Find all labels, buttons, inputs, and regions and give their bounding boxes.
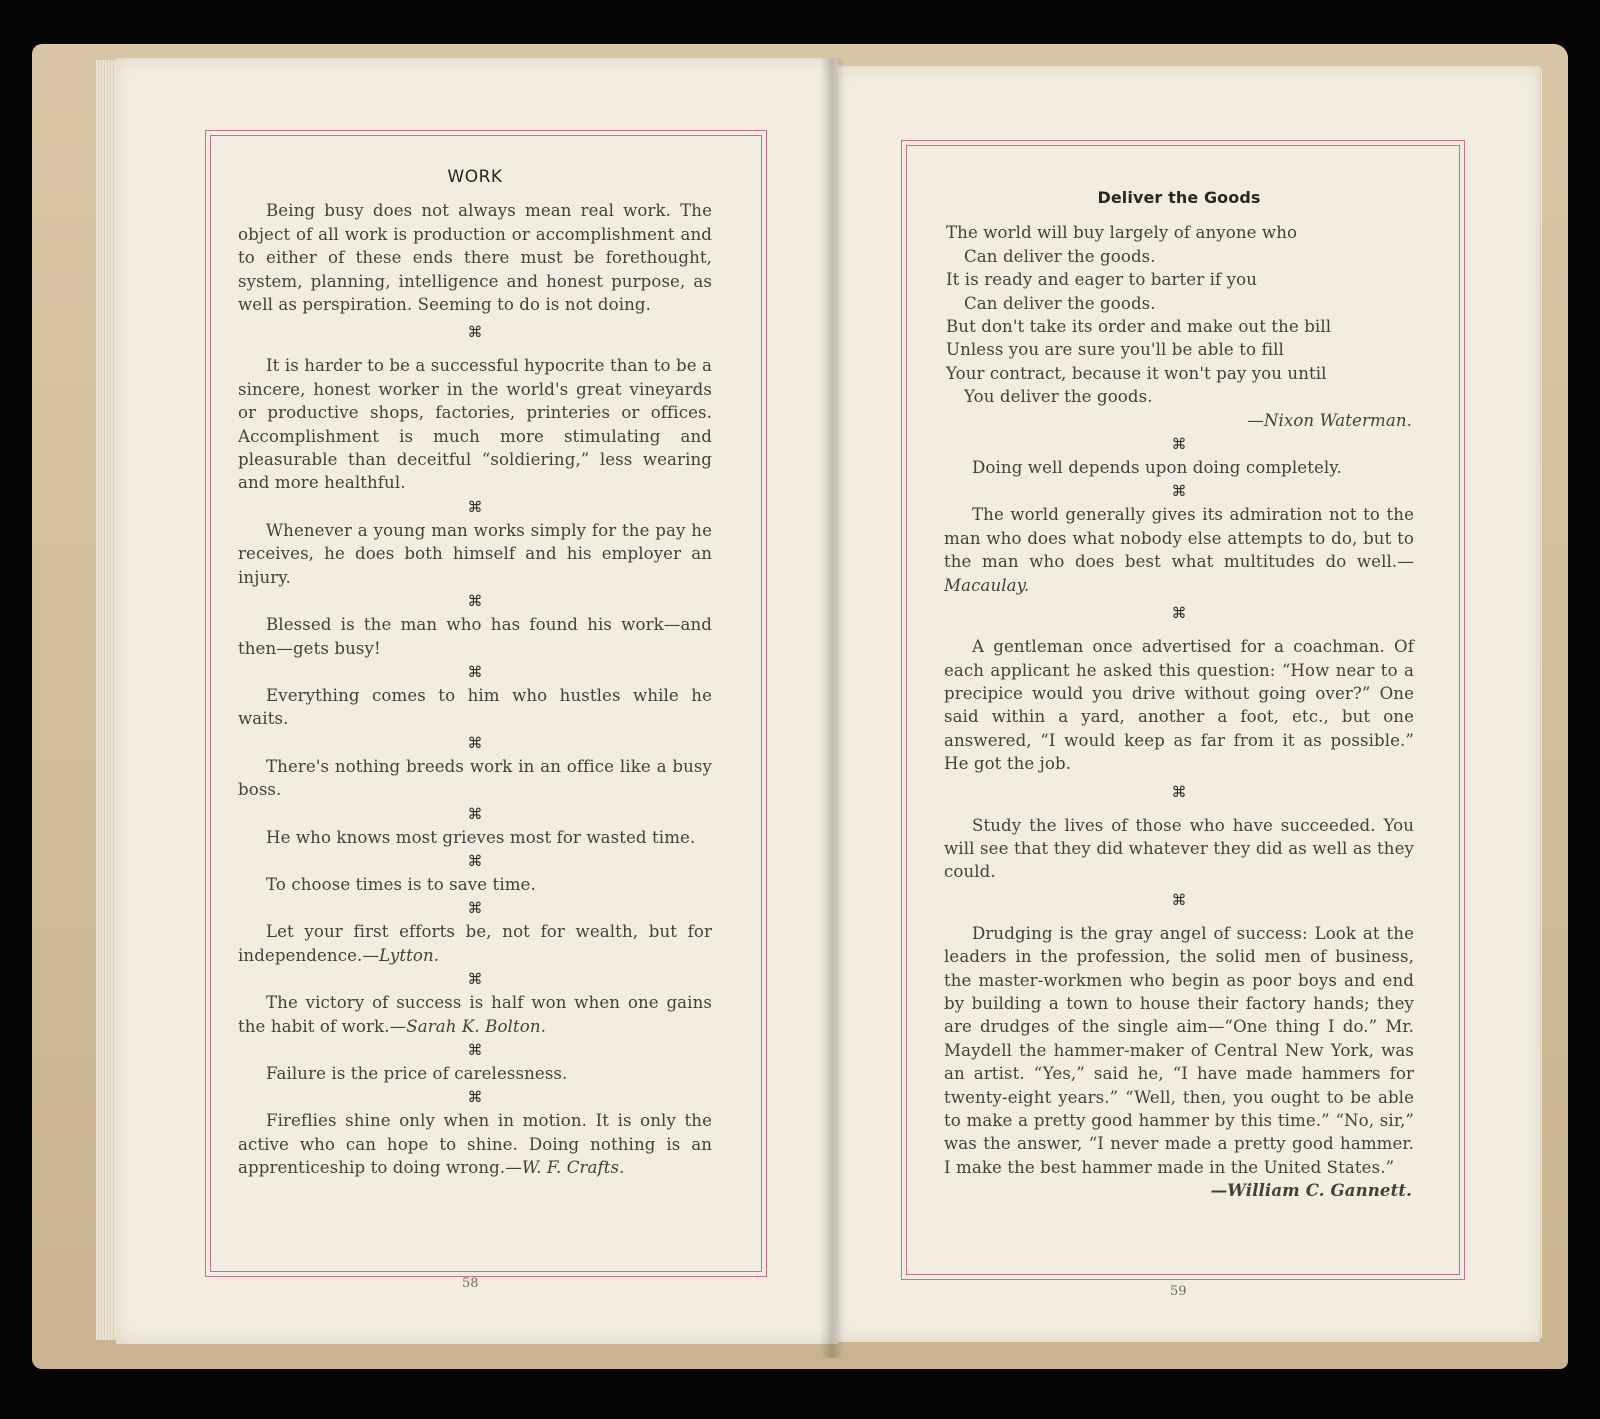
ornament-icon: ⌘: [467, 1088, 483, 1107]
ornament-icon: ⌘: [467, 592, 483, 611]
paragraph: Being busy does not always mean real work. The object of all work is production or accomplishment and to either of these ends there must be forethought, system, planning, intelligence and honest purpose, as well as perspiration. Seeming to do is not doing.: [238, 201, 712, 315]
paragraph: [238, 1109, 712, 1179]
poem-line: It is ready and eager to barter if you: [946, 270, 1258, 290]
spine-gutter: [820, 58, 844, 1358]
paragraph: Failure is the price of carelessness.: [266, 1063, 568, 1083]
ornament-icon: ⌘: [467, 851, 483, 870]
ornament-icon: ⌘: [467, 1040, 483, 1059]
ornament-icon: ⌘: [467, 804, 483, 823]
paragraph: Whenever a young man works simply for the pay he receives, he does both himself and his employer an injury.: [238, 520, 712, 587]
page-number-right: 59: [1170, 1284, 1187, 1299]
attribution: —Macaulay.: [944, 552, 1414, 595]
paragraph: He who knows most grieves most for wasted time.: [266, 827, 696, 847]
paragraph-text: Let your first efforts be, not for wealth, but for independence.: [238, 922, 712, 965]
paragraph: There's nothing breeds work in an office like a busy boss.: [238, 756, 712, 800]
paragraph: A gentleman once advertised for a coachman. Of each applicant he asked this question: “How near to a precipice would you drive without going over?” One said within a yard, another a foot, etc., but one answered, “I would keep as far from it as possible.” He got the job.: [944, 637, 1414, 774]
paragraph: It is harder to be a successful hypocrite than to be a sincere, honest worker in the world's great vineyards or productive shops, factories, printeries or offices. Accomplishment is much more stimulating and pleasurable than deceitful “soldiering,” less wearing and more healthful.: [238, 356, 712, 493]
left-page-heading: WORK: [447, 167, 503, 187]
paragraph: Everything comes to him who hustles while he waits.: [238, 685, 712, 729]
ornament-icon: ⌘: [1171, 435, 1187, 454]
ornament-icon: ⌘: [467, 497, 483, 516]
paragraph: [238, 920, 712, 967]
ornament-icon: ⌘: [1171, 782, 1187, 801]
attribution: —Lytton.: [362, 945, 440, 965]
paragraph: Doing well depends upon doing completely.: [972, 458, 1342, 478]
page-number-left: 58: [462, 1276, 479, 1291]
paragraph: [944, 503, 1414, 597]
poem-line: Can deliver the goods.: [964, 246, 1156, 266]
paragraph-text: Fireflies shine only when in motion. It is only the active who can hope to shine. Doing nothing is an apprenticeship to doing wrong.: [238, 1111, 712, 1178]
paragraph-text: The victory of success is half won when one gains the habit of work.: [238, 993, 712, 1036]
right-page-text: [944, 180, 1414, 1203]
ornament-icon: ⌘: [467, 323, 483, 342]
poem-line: Your contract, because it won't pay you until: [946, 363, 1327, 383]
ornament-icon: ⌘: [467, 970, 483, 989]
paragraph: Blessed is the man who has found his work—and then—gets busy!: [238, 615, 712, 658]
poem-line: The world will buy largely of anyone who: [946, 223, 1298, 243]
paragraph-text: The world generally gives its admiration not to the man who does what nobody else attempts to do, but to the man who does best what multitudes do well.: [944, 505, 1414, 572]
poem-line: Can deliver the goods.: [964, 293, 1156, 313]
right-page-heading: Deliver the Goods: [1097, 188, 1261, 207]
attribution: —W. F. Crafts.: [505, 1158, 625, 1178]
ornament-icon: ⌘: [467, 899, 483, 918]
poem-line: You deliver the goods.: [964, 387, 1153, 407]
ornament-icon: ⌘: [1171, 604, 1187, 623]
left-page-text: [238, 162, 712, 1180]
paragraph: To choose times is to save time.: [266, 874, 536, 894]
ornament-icon: ⌘: [467, 733, 483, 752]
paragraph: Study the lives of those who have succeeded. You will see that they did whatever they did as well as they could.: [944, 815, 1414, 882]
attribution: —Sarah K. Bolton.: [389, 1016, 546, 1036]
ornament-icon: ⌘: [467, 662, 483, 681]
attribution: —Nixon Waterman.: [1247, 410, 1412, 430]
ornament-icon: ⌘: [1171, 482, 1187, 501]
paragraph: Drudging is the gray angel of success: Look at the leaders in the profession, the solid men of business, the master-workmen who begin as poor boys and end by building a town to house their factory hands; they are drudges of the single aim—“One thing I do.” Mr. Maydell the hammer-maker of Central New York, was an artist. “Yes,” said he, “I have made hammers for twenty-eight years.” “Well, then, you ought to be able to make a pretty good hammer by this time.” “No, sir,” was the answer, “I never made a pretty good hammer. I make the best hammer made in the United States.”: [944, 923, 1414, 1177]
ornament-icon: ⌘: [1171, 890, 1187, 909]
poem-line: Unless you are sure you'll be able to fill: [946, 340, 1284, 360]
poem-line: But don't take its order and make out the bill: [946, 317, 1332, 337]
poem: [944, 221, 1414, 432]
attribution: —William C. Gannett.: [1210, 1180, 1412, 1201]
paragraph: [238, 991, 712, 1038]
